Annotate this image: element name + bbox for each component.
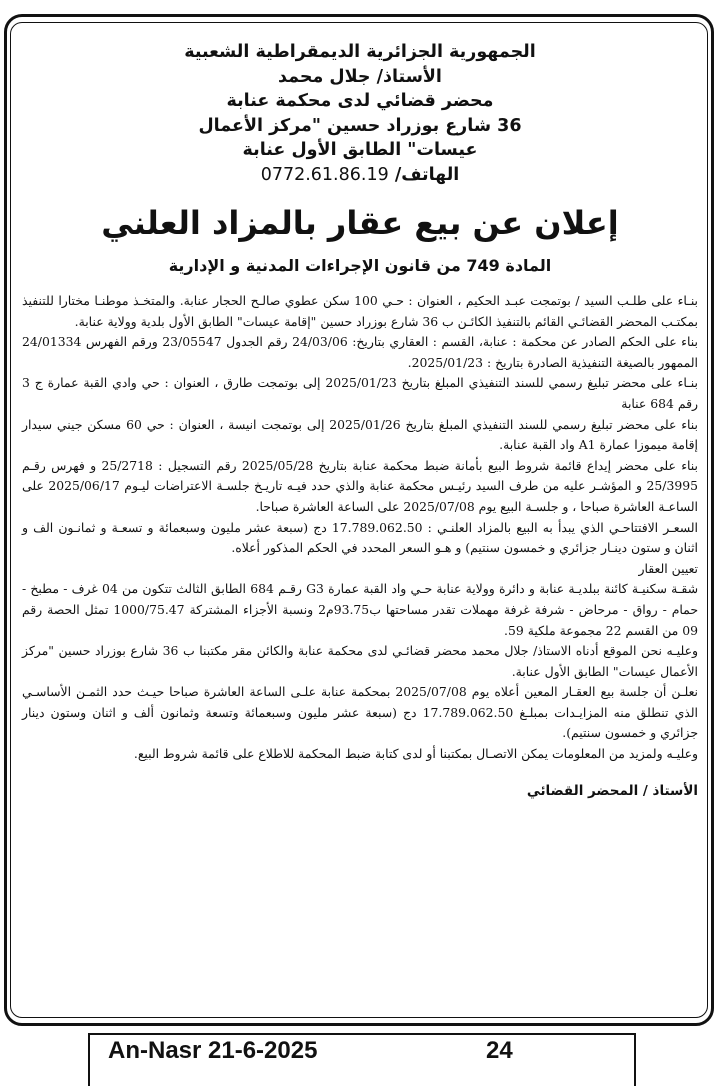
- legal-article: المادة 749 من قانون الإجراءات المدنية و الإدارية: [168, 256, 552, 275]
- page-number: 24: [486, 1037, 513, 1064]
- notice-title: إعلان عن بيع عقار بالمزاد العلني: [101, 204, 619, 242]
- letterhead: [22, 40, 698, 187]
- paragraph: السعـر الافتتاحـي الذي يبدأ به البيع بالمزاد العلنـي : 17.789.062.50 دج (سبعة عشر مليون وسبعمائة و تسعـة و ثمانـون الف و اثنان و ستون دينـار جزائري و خمسون سنتيم) و هـو السعر المحدد في الحكم المذكور أعلاه.: [22, 519, 698, 556]
- page-footer: [88, 1033, 636, 1086]
- bailiff-name: الأستاذ/ جلال محمد: [278, 66, 442, 87]
- paragraph: شقـة سكنيـة كائنة ببلديـة عنابة و دائرة وولاية عنابة حـي واد القبة عمارة G3 رقـم 684 الطابق الثالث تتكون من 04 غرف - مطبخ - حمام - رواق - مرحاض - شرفة غرفة مهملات تقدر مساحتها ب93.75م2 ونسبة الأجزاء المشتركة 1000/75.47 تمثل الحصة رقم 09 من القسم 22 مجموعة ملكية 59.: [22, 581, 699, 638]
- address-line-1: 36 شارع بوزراد حسين "مركز الأعمال: [198, 115, 522, 136]
- paragraph: بناء على محضر إيداع قائمة شروط البيع بأمانة ضبط محكمة عنابة بتاريخ 2025/05/28 رقم التسجيل : 25/2718 و فهرس رقـم 25/3995 و المؤشـر عليه من طرف السيد رئيـس محكمة عنابة والذي حدد فيـه تاريـخ جلسـة الاعتراضات ليـوم 2025/06/17 على الساعـة العاشرة صباحا ، و جلسـة البيع يوم 2025/07/08 على الساعة العاشرة صباحا.: [22, 457, 698, 514]
- publication-date: An-Nasr 21-6-2025: [108, 1037, 318, 1064]
- paragraph: بناء على محضر تبليغ رسمي للسند التنفيذي المبلغ بتاريخ 2025/01/26 إلى بوتمجت انيسة ، العنوان : حي 60 مسكن جيني سيدار إقامة ميموزا عمارة A1 واد القبة عنابة.: [22, 416, 698, 453]
- bailiff-court: محضر قضائي لدى محكمة عنابة: [226, 91, 494, 111]
- property-section-heading: تعيين العقار: [638, 560, 698, 576]
- signature: الأستاذ / المحضر القضائي: [526, 782, 698, 799]
- republic-name: الجمهورية الجزائرية الديمقراطية الشعبية: [184, 42, 536, 62]
- paragraph: بناء على الحكم الصادر عن محكمة : عنابة، القسم : العقاري بتاريخ: 24/03/06 رقم الجدول 23/05547 ورقم الفهرس 24/01334 الممهور بالصيغة التنفيذية الصادرة بتاريخ : 2025/01/23.: [22, 334, 698, 370]
- phone-label: الهاتف/: [394, 164, 460, 185]
- paragraph: بنـاء على طلـب السيد / بوتمجت عبـد الحكيم ، العنوان : حـي 100 سكن عطوي صالـح الحجار عنابة. والمتخـذ موطنـا مختارا للتنفيذ بمكتـب المحضر القضائـي القائم بالتنفيذ الكائـن ب 36 شارع بوزراد حسين "إقامة عيسات" الطابق الأول بلدية وولاية عنابة.: [22, 293, 699, 329]
- phone-number: 0772.61.86.19: [260, 164, 389, 185]
- paragraph: وعليـه ولمزيد من المعلومات يمكن الاتصـال بمكتبنا أو لدى كتابة ضبط المحكمة للاطلاع على قائمة شروط البيع.: [133, 746, 698, 762]
- notice-content: [22, 40, 698, 799]
- phone-line: [22, 163, 698, 188]
- paragraph: وعليـه نحن الموقع أدناه الاستاذ/ جلال محمد محضر قضائـي لدى محكمة عنابة والكائن مقر مكتبنا ب 36 شارع بوزراد حسين "مركز الأعمال عيسات" الطابق الأول عنابة.: [22, 643, 698, 679]
- paragraph: نعلـن أن جلسة بيع العقـار المعين أعلاه يوم 2025/07/08 بمحكمة عنابة علـى الساعة العاشرة صباحا حيـث حدد الثمـن الأساسـي الذي تنطلق منه المزايـدات بمبلـغ 17.789.062.50 دج (سبعة عشر مليون وسبعمائة وتسعة وثمانون ألف و اثنان وستون دينار جزائري و خمسون سنتيم).: [22, 684, 698, 741]
- notice-body: [22, 291, 698, 765]
- paragraph: بنـاء على محضر تبليغ رسمي للسند التنفيذي المبلغ بتاريخ 2025/01/23 إلى بوتمجت طارق ، العنوان : حي وادي القبة عمارة ج 3 رقم 684 عنابة: [22, 375, 698, 411]
- address-line-2: عيسات" الطابق الأول عنابة: [242, 140, 478, 160]
